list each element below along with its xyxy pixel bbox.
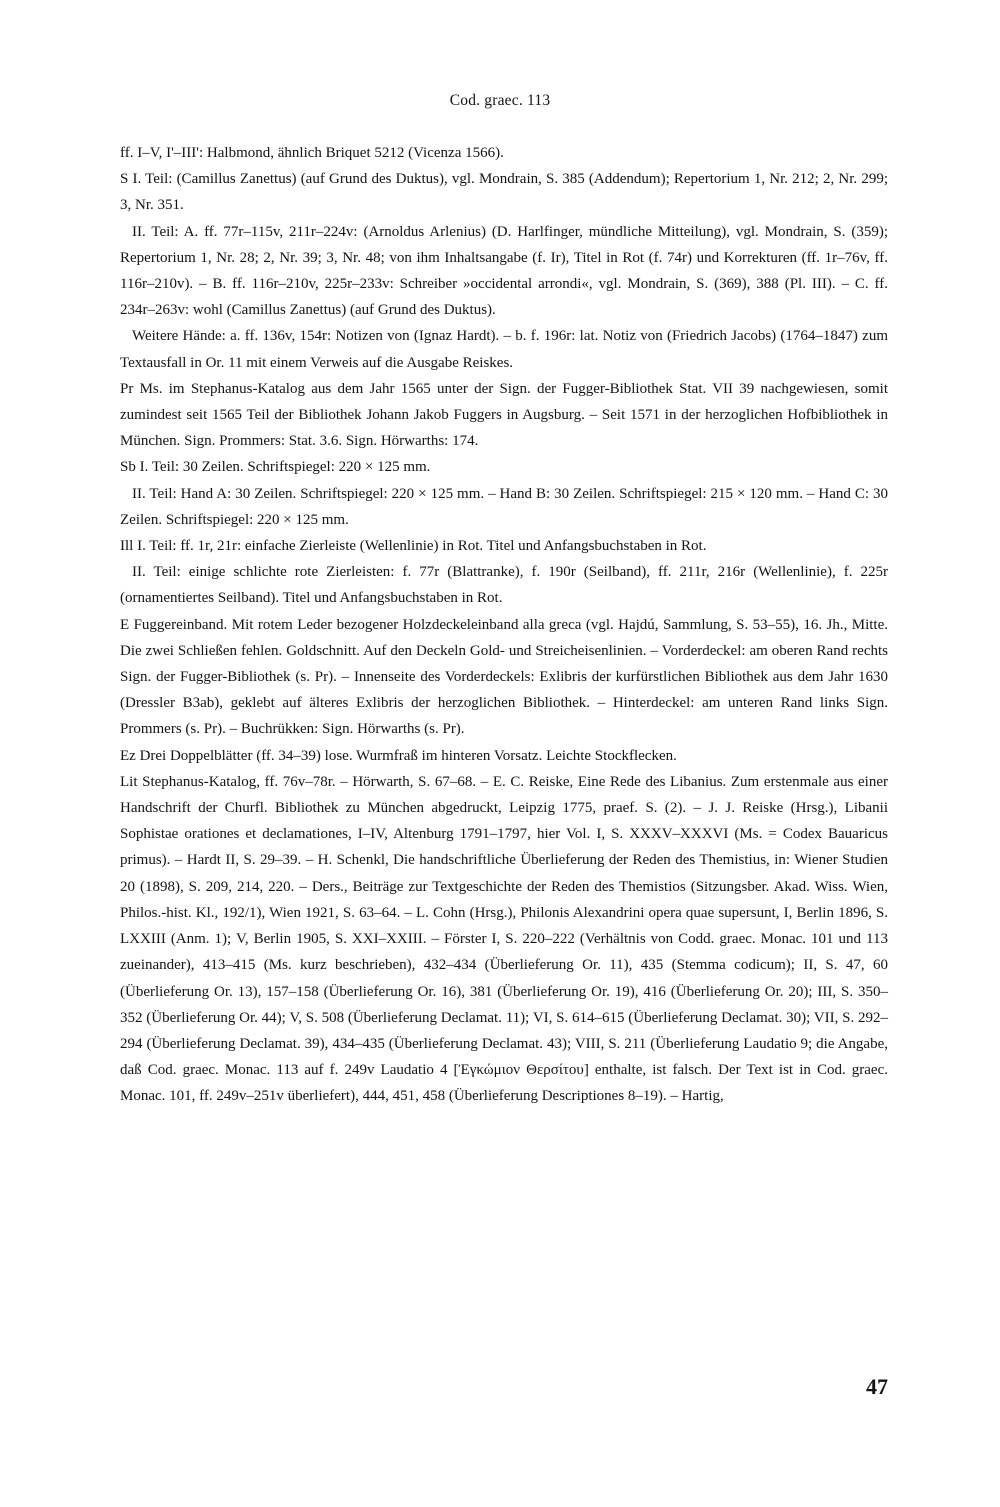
section-s-hands: Weitere Hände: a. ff. 136v, 154r: Notizen von (Ignaz Hardt). – b. f. 196r: lat. Notiz von (Friedrich Jacobs) (1764–1847) zum Textausfall in Or. 11 mit einem Verweis auf die Ausgabe Reiskes. xyxy=(120,328,888,371)
main-text xyxy=(120,140,888,1110)
section-ill-part2: II. Teil: einige schlichte rote Zierleisten: f. 77r (Blattranke), f. 190r (Seilband), ff. 211r, 216r (Wellenlinie), f. 225r (ornamentiertes Seilband). Titel und Anfangsbuchstaben in Rot. xyxy=(120,564,888,607)
section-ez: Ez Drei Doppelblätter (ff. 34–39) lose. Wurmfraß im hinteren Vorsatz. Leichte Stockflecken. xyxy=(120,747,677,764)
section-s-part2: II. Teil: A. ff. 77r–115v, 211r–224v: (Arnoldus Arlenius) (D. Harlfinger, mündliche Mitteilung), vgl. Mondrain, S. (359); Repertorium 1, Nr. 28; 2, Nr. 39; 3, Nr. 48; von ihm Inhaltsangabe (f. Ir), Titel in Rot (f. 74r) und Korrekturen (ff. 1r–76v, ff. 116r–210v). – B. ff. 116r–210v, 225r–233v: Schreiber »occidental arrondi«, vgl. Mondrain, S. (369), 388 (Pl. III). – C. ff. 234r–263v: wohl (Camillus Zanettus) (auf Grund des Duktus). xyxy=(120,223,888,319)
section-sb-part2: II. Teil: Hand A: 30 Zeilen. Schriftspiegel: 220 × 125 mm. – Hand B: 30 Zeilen. Schriftspiegel: 215 × 120 mm. – Hand C: 30 Zeilen. Schriftspiegel: 220 × 125 mm. xyxy=(120,485,888,528)
section-sb-part1: Sb I. Teil: 30 Zeilen. Schriftspiegel: 220 × 125 mm. xyxy=(120,459,431,476)
section-ill-part1: Ill I. Teil: ff. 1r, 21r: einfache Zierleiste (Wellenlinie) in Rot. Titel und Anfangsbuchstaben in Rot. xyxy=(120,538,707,555)
section-e: E Fuggereinband. Mit rotem Leder bezogener Holzdeckeleinband alla greca (vgl. Hajdú, Sammlung, S. 53–55), 16. Jh., Mitte. Die zwei Schließen fehlen. Goldschnitt. Auf den Deckeln Gold- und Streicheisenlinien. – Vorderdeckel: am oberen Rand rechts Sign. der Fugger-Bibliothek (s. Pr). – Innenseite des Vorderdeckels: Exlibris der kurfürstlichen Bibliothek aus dem Jahr 1630 (Dressler B3ab), geklebt auf älteres Exlibris der herzoglichen Bibliothek. – Hinterdeckel: am unteren Rand links Sign. Prommers (s. Pr). – Buchrükken: Sign. Hörwarths (s. Pr). xyxy=(120,616,888,738)
running-head: Cod. graec. 113 xyxy=(449,92,551,109)
section-pr: Pr Ms. im Stephanus-Katalog aus dem Jahr 1565 unter der Sign. der Fugger-Bibliothek Stat. VII 39 nachgewiesen, somit zumindest seit 1565 Teil der Bibliothek Johann Jakob Fuggers in Augsburg. – Seit 1571 in der herzoglichen Hofbibliothek in München. Sign. Prommers: Stat. 3.6. Sign. Hörwarths: 174. xyxy=(120,380,888,450)
section-s-part1: S I. Teil: (Camillus Zanettus) (auf Grund des Duktus), vgl. Mondrain, S. 385 (Addendum); Repertorium 1, Nr. 212; 2, Nr. 299; 3, Nr. 351. xyxy=(120,171,888,214)
page-number: 47 xyxy=(866,1374,888,1399)
section-lit: Lit Stephanus-Katalog, ff. 76v–78r. – Hörwarth, S. 67–68. – E. C. Reiske, Eine Rede des Libanius. Zum erstenmale aus einer Handschrift der Churfl. Bibliothek zu München abgedruckt, Leipzig 1775, praef. S. (2). – J. J. Reiske (Hrsg.), Libanii Sophistae orationes et declamationes, I–IV, Altenburg 1791–1797, hier Vol. I, S. XXXV–XXXVI (Ms. = Codex Bauaricus primus). – Hardt II, S. 29–39. – H. Schenkl, Die handschriftliche Überlieferung der Reden des Themistius, in: Wiener Studien 20 (1898), S. 209, 214, 220. – Ders., Beiträge zur Textgeschichte der Reden des Themistios (Sitzungsber. Akad. Wiss. Wien, Philos.-hist. Kl., 192/1), Wien 1921, S. 63–64. – L. Cohn (Hrsg.), Philonis Alexandrini opera quae supersunt, I, Berlin 1896, S. LXXIII (Anm. 1); V, Berlin 1905, S. XXI–XXIII. – Förster I, S. 220–222 (Verhältnis von Codd. graec. Monac. 101 und 113 zueinander), 413–415 (Ms. kurz beschrieben), 432–434 (Überlieferung Or. 11), 435 (Stemma codicum); II, S. 47, 60 (Überlieferung Or. 13), 157–158 (Überlieferung Or. 16), 381 (Überlieferung Or. 19), 416 (Überlieferung Or. 20); III, S. 350–352 (Überlieferung Or. 44); V, S. 508 (Überlieferung Declamat. 11); VI, S. 614–615 (Überlieferung Declamat. 30); VII, S. 292–294 (Überlieferung Declamat. 39), 434–435 (Überlieferung Declamat. 43); VIII, S. 211 (Überlieferung Laudatio 9; die Angabe, daß Cod. graec. Monac. 113 auf f. 249v Laudatio 4 [Ἐγκώμιον Θερσίτου] enthalte, ist falsch. Der Text ist in Cod. graec. Monac. 101, ff. 249v–251v überliefert), 444, 451, 458 (Überlieferung Descriptiones 8–19). – Hartig, xyxy=(120,773,888,1105)
watermark-line: ff. I–V, I'–III': Halbmond, ähnlich Briquet 5212 (Vicenza 1566). xyxy=(120,145,504,161)
